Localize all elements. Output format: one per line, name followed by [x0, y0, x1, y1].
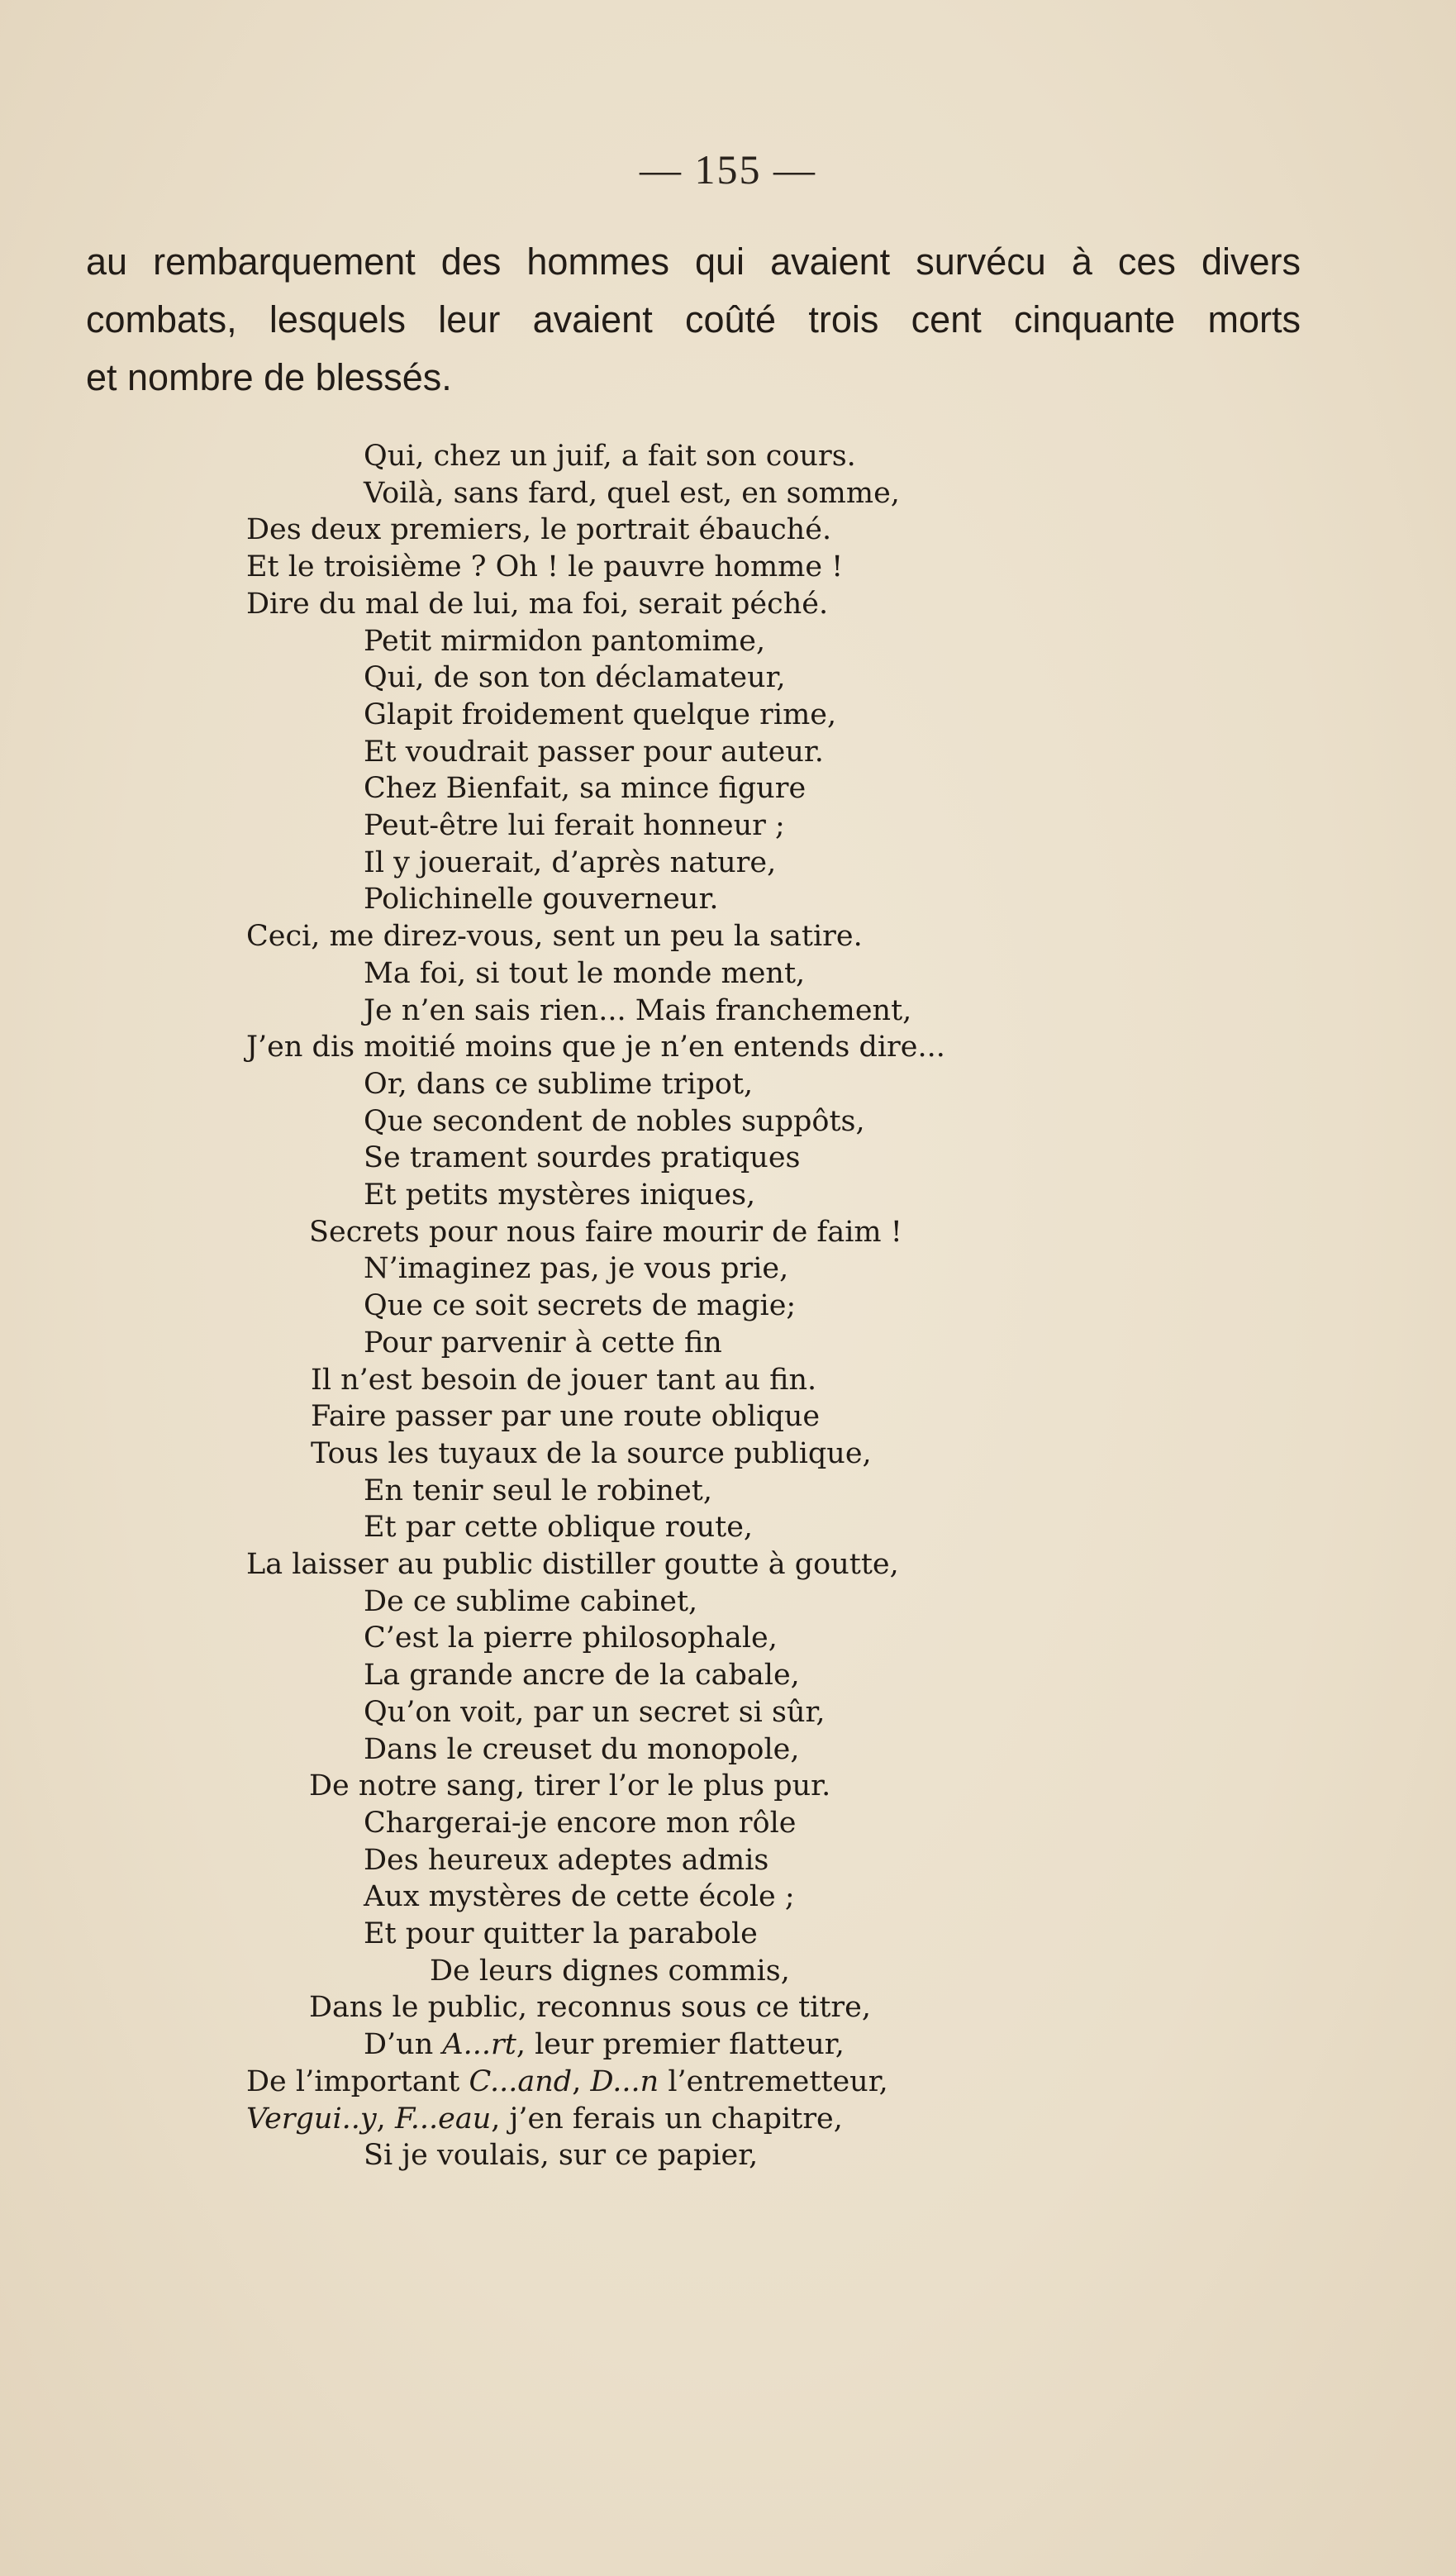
poem-line: Qui, de son ton déclamateur, [364, 661, 786, 694]
poem-line: Tous les tuyaux de la source publique, [311, 1437, 872, 1470]
poem-line: En tenir seul le robinet, [364, 1474, 712, 1507]
italic-name: C...and [469, 2065, 573, 2098]
poem-line: Que secondent de nobles suppôts, [364, 1105, 865, 1138]
poem-line: Or, dans ce sublime tripot, [364, 1068, 754, 1101]
poem-line: De l’important C...and, D...n l’entremetteur, [246, 2065, 888, 2098]
poem-line: Dans le public, reconnus sous ce titre, [309, 1991, 872, 2024]
poem-line: Se trament sourdes pratiques [364, 1141, 801, 1174]
poem-line: Vergui..y, F...eau, j’en ferais un chapitre, [246, 2102, 843, 2136]
poem-line: De leurs dignes commis, [430, 1955, 790, 1988]
poem-line: Je n’en sais rien... Mais franchement, [364, 994, 912, 1027]
intro-line: et nombre de blessés. [86, 356, 452, 398]
poem-line: Que ce soit secrets de magie; [364, 1289, 797, 1322]
intro-paragraph [86, 233, 1301, 407]
poem-line: Secrets pour nous faire mourir de faim ! [309, 1216, 902, 1249]
poem-line: Il y jouerait, d’après nature, [364, 846, 777, 879]
poem-line: Et petits mystères iniques, [364, 1178, 756, 1212]
poem-line: Petit mirmidon pantomime, [364, 625, 766, 658]
poem-line: La grande ancre de la cabale, [364, 1659, 800, 1692]
poem-line: D’un A...rt, leur premier flatteur, [364, 2028, 845, 2061]
poem-line: De notre sang, tirer l’or le plus pur. [309, 1769, 831, 1802]
poem-line: Ma foi, si tout le monde ment, [364, 957, 806, 990]
poem-line: Et voudrait passer pour auteur. [364, 736, 824, 769]
poem-line: Si je voulais, sur ce papier, [364, 2139, 759, 2172]
poem-line: Et pour quitter la parabole [364, 1917, 758, 1950]
poem-line: Dans le creuset du monopole, [364, 1733, 800, 1766]
poem-line: Des deux premiers, le portrait ébauché. [246, 513, 832, 546]
poem-line: C’est la pierre philosophale, [364, 1621, 778, 1655]
italic-name: D...n [590, 2065, 659, 2098]
poem-line: Polichinelle gouverneur. [364, 883, 719, 916]
intro-line: combats, lesquels leur avaient coûté trois cent cinquante morts [86, 298, 1301, 340]
poem-line: Qui, chez un juif, a fait son cours. [364, 440, 856, 473]
poem-line: J’en dis moitié moins que je n’en entends dire... [246, 1031, 945, 1064]
poem-line: Dire du mal de lui, ma foi, serait péché. [246, 588, 829, 621]
poem-line: Qu’on voit, par un secret si sûr, [364, 1696, 826, 1729]
poem-line: Ceci, me direz-vous, sent un peu la satire. [246, 920, 863, 953]
poem-line: Glapit froidement quelque rime, [364, 698, 837, 731]
poem-line: Pour parvenir à cette fin [364, 1326, 722, 1359]
poem-line: Chez Bienfait, sa mince figure [364, 772, 807, 805]
poem-line: Et le troisième ? Oh ! le pauvre homme ! [246, 550, 844, 583]
poem-line: Il n’est besoin de jouer tant au fin. [311, 1364, 817, 1397]
poem-line: Aux mystères de cette école ; [364, 1880, 795, 1913]
italic-name: A...rt [442, 2028, 516, 2061]
poem-line: Des heureux adeptes admis [364, 1844, 769, 1877]
poem-line: Voilà, sans fard, quel est, en somme, [364, 477, 900, 510]
poem-line: De ce sublime cabinet, [364, 1585, 698, 1618]
poem-line: Chargerai-je encore mon rôle [364, 1807, 797, 1840]
intro-line: au rembarquement des hommes qui avaient survécu à ces divers [86, 240, 1301, 283]
poem-line: N’imaginez pas, je vous prie, [364, 1252, 789, 1285]
poem-line: Faire passer par une route oblique [311, 1400, 821, 1433]
poem-line: Et par cette oblique route, [364, 1511, 754, 1544]
page-number: — 155 — [640, 146, 816, 193]
poem-line: Peut-être lui ferait honneur ; [364, 809, 785, 842]
italic-name: Vergui..y [246, 2102, 377, 2136]
italic-name: F...eau [394, 2102, 492, 2136]
poem-line: La laisser au public distiller goutte à goutte, [246, 1548, 899, 1581]
